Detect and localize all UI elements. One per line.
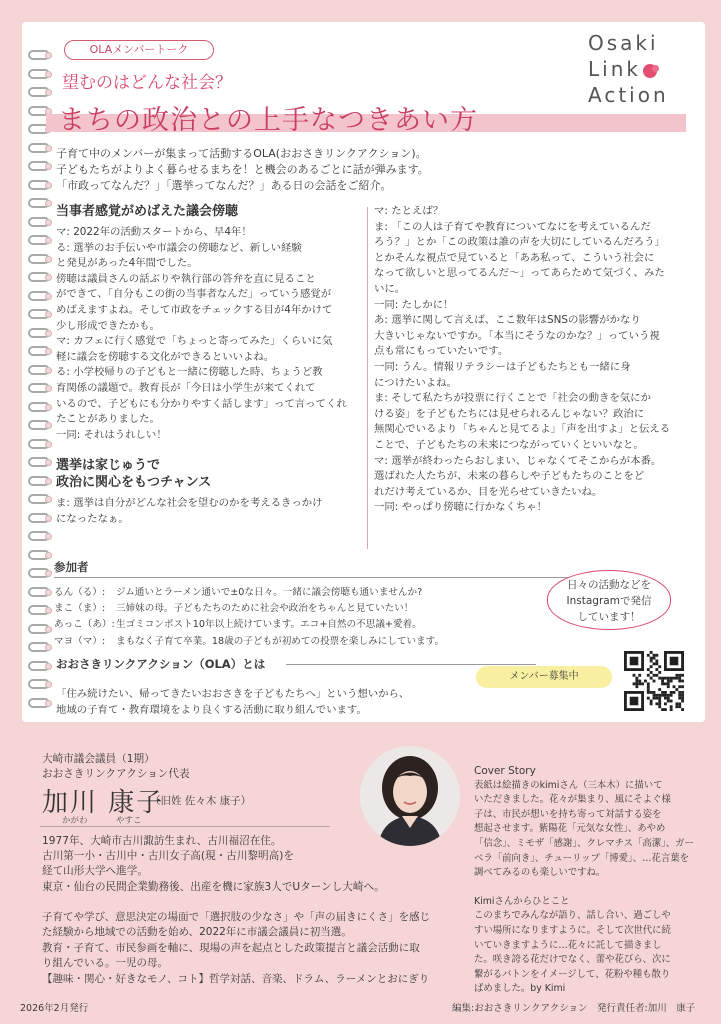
dialogue-line: 無関心でいるより「ちゃんと見てるよ」「声を出すよ」と伝える [374, 423, 671, 436]
instagram-speech-bubble [547, 570, 671, 630]
binding-ring [28, 622, 54, 636]
bubble-line: しています！ [577, 611, 641, 623]
bio-line: 教育・子育て、市民参画を軸に、現場の声を起点とした政策提言と議会活動に取 [42, 941, 420, 954]
dialogue-line: めばえますよね。そして市政をチェックする目が4年かけて [56, 303, 333, 316]
binding-ring [28, 270, 54, 284]
dialogue-line: ことで、子どもたちの未来につながっていくといいなと。 [374, 438, 644, 451]
intro-line: 「市政ってなんだ？」「選挙ってなんだ？」ある日の会話をご紹介。 [56, 179, 392, 192]
history-line: 経て山形大学へ進学。 [42, 865, 148, 878]
history-line: 東京・仙台の民間企業勤務後、出産を機に家族3人でUターンし大崎へ。 [42, 880, 385, 893]
intro-line: 子どもたちがよりよく暮らせるまちを！と機会のあるごとに話が弾みます。 [56, 163, 429, 176]
dialogue-line: なって欲しいと思ってるんだ～」ってあらためて気づく、みた [374, 267, 665, 280]
dialogue-line: る: 小学校帰りの子どもと一緒に傍聴した時、ちょうど教 [56, 366, 323, 379]
section-tag: OLAメンバートーク [64, 40, 214, 60]
dialogue-line: 傍聴は議員さんの話ぶりや執行部の答弁を直に見ること [56, 272, 316, 285]
section-heading: 当事者感覚がめばえた議会傍聴 [56, 204, 239, 219]
dialogue-line: 育関係の議題で。教育長が「今日は小学生が来てくれて [56, 381, 316, 394]
participant-desc: 生ゴミコンポスト10年以上続けています。エコ+自然の不思議+愛着。 [116, 619, 422, 631]
binding-ring [28, 48, 54, 62]
dialogue-line: ける姿」を子どもたちには見せられるんじゃない？政治に [374, 407, 645, 420]
cover-line: 繋がるバトンをイメージして、花粉や種も散り [474, 968, 671, 980]
logo-line-1: Osaki [588, 31, 659, 55]
binding-ring [28, 659, 54, 673]
kimi-heading: Kimiさんからひとこと [474, 895, 570, 907]
dialogue-line: になったなぁ。 [56, 512, 129, 525]
dialogue-line: れだけ考えているか、目を光らせていきたいね。 [374, 485, 603, 498]
dialogue-line: マ: 2022年の活動スタートから、早4年！ [56, 226, 252, 238]
dialogue-line: 選ばれた人たちが、未来の暮らしや子どもたちのことをど [374, 470, 645, 483]
cover-line: 調べてみるのも楽しいですね。 [474, 867, 606, 879]
column-divider [367, 207, 368, 549]
notebook-page [22, 22, 705, 722]
recruit-badge: メンバー募集中 [476, 666, 612, 688]
bubble-line: 日々の活動などを [567, 579, 651, 591]
kana-family: かがわ [62, 816, 88, 826]
binding-ring [28, 196, 54, 210]
participant-item [54, 601, 584, 617]
binding-ring [28, 437, 54, 451]
participant-item [54, 617, 584, 633]
role-line: おおさきリンクアクション代表 [42, 768, 190, 780]
dialogue-line: と発見があった4年間でした。 [56, 257, 198, 270]
cover-line: 表紙は絵描きのkimiさん（三本木）に描いて [474, 779, 663, 791]
participant-item [54, 634, 584, 650]
dialogue-line: ま: 「この人は子育てや教育についてなにを考えているんだ [374, 220, 651, 233]
binding-ring [28, 585, 54, 599]
dialogue-line: ま: そして私たちが投票に行くことで「社会の動きを気にか [374, 392, 651, 405]
cover-line: すい場所になりますように。そして次世代に続 [474, 924, 671, 936]
cover-line: ベラ「前向き」、チューリップ「博愛」、…花言葉を [474, 852, 689, 864]
bubble-line: Instagramで発信 [566, 595, 652, 607]
about-line: 「住み続けたい、帰ってきたいおおさきを子どもたちへ」という想いから、 [56, 688, 410, 700]
bio-line: り組んでいる。一児の母。 [42, 957, 168, 970]
section-heading [56, 457, 356, 491]
binding-ring [28, 381, 54, 395]
binding-ring [28, 511, 54, 525]
cover-line: いただきました。花々が集まり、風にそよぐ様 [474, 794, 671, 806]
dialogue-block [56, 496, 356, 527]
participant-name: まこ（ま）: [54, 603, 106, 615]
cover-line: た。咲き誇る花だけでなく、蕾や花びら、次に [474, 954, 671, 966]
issue-date: 2026年2月発行 [20, 1003, 89, 1014]
bio-name: 加川 康子 [42, 788, 165, 818]
cover-line: 想起させます。紫陽花「元気な女性」、あやめ [474, 823, 666, 835]
bio-old-name: （旧姓 佐々木 康子） [150, 795, 252, 807]
intro-text [56, 146, 656, 194]
binding-ring [28, 548, 54, 562]
portrait-image [360, 746, 460, 846]
heading-line: 政治に関心をもつチャンス [56, 475, 212, 491]
binding-ring [28, 418, 54, 432]
participant-desc: まもなく子育て卒業。18歳の子どもが初めての投票を楽しみにしています。 [116, 635, 445, 647]
dialogue-line: あ: 選挙に関して言えば、ここ数年はSNSの影響がかなり [374, 314, 641, 327]
right-column [374, 204, 684, 516]
bio-line: 子育てや学び、意思決定の場面で「選択肢の少なさ」や「声の届きにくさ」を感じ [42, 911, 431, 923]
about-section [56, 656, 486, 718]
cover-line: このまちでみんなが語り、話し合い、過ごしや [474, 910, 671, 922]
dialogue-line: ろう？」とか「この政策は誰の声を大切にしているんだろう」 [374, 236, 665, 249]
binding-ring [28, 474, 54, 488]
divider [40, 826, 330, 827]
logo-dot-icon [643, 64, 657, 78]
logo-line-3: Action [588, 83, 669, 107]
participants-list [54, 585, 584, 650]
role-line: 大崎市議会議員（1期） [42, 753, 155, 765]
intro-line: 子育て中のメンバーが集まって活動するOLA(おおさきリンクアクション)。 [56, 147, 427, 160]
bio-line: た経験から地域での活動を始め、2022年に市議会議員に初当選。 [42, 926, 352, 939]
page-subtitle: 望むのはどんな社会？ [62, 73, 232, 93]
binding-ring [28, 677, 54, 691]
heading-line: 選挙は家じゅうで [56, 458, 161, 474]
dialogue-line: 一同: それはうれしい！ [56, 428, 167, 441]
profile-photo [360, 746, 460, 846]
binding-ring [28, 67, 54, 81]
bio-history [42, 834, 385, 895]
about-line: 地域の子育て・教育環境をより良くする活動に取り組んでいます。 [56, 704, 367, 716]
binding-ring [28, 363, 54, 377]
bio-role [42, 752, 190, 782]
binding-ring [28, 344, 54, 358]
about-heading: おおさきリンクアクション（OLA）とは [56, 657, 266, 671]
binding-ring [28, 529, 54, 543]
dialogue-line: マ: カフェに行く感覚で「ちょっと寄ってみた」くらいに気 [56, 335, 333, 348]
dialogue-line: 大きいじゃないですか。「本当にそうなのかな？」っていう視 [374, 329, 660, 342]
binding-ring [28, 492, 54, 506]
dialogue-block [56, 225, 356, 443]
cover-story-heading: Cover Story [474, 765, 536, 777]
dialogue-line: 一同: うん。情報リテラシーは子どもたちとも一緒に身 [374, 360, 631, 373]
dialogue-line: 一同: やっぱり傍聴に行かなくちゃ！ [374, 501, 548, 514]
qr-code[interactable] [624, 651, 684, 711]
binding-ring [28, 215, 54, 229]
dialogue-line: につけたいよね。 [374, 376, 457, 389]
participant-name: マヨ（マ）: [54, 635, 106, 647]
participants-heading: 参加者 [54, 560, 89, 574]
binding-ring [28, 233, 54, 247]
dialogue-line: る: 選挙のお手伝いや市議会の傍聴など、新しい経験 [56, 241, 302, 254]
participants-section [54, 559, 584, 650]
ola-logo [588, 30, 688, 108]
dialogue-line: マ: たとえば？ [374, 205, 444, 217]
participant-desc: 三姉妹の母。子どもたちのために社会や政治をちゃんと見ていたい！ [116, 603, 414, 615]
bio-text [42, 910, 462, 987]
dialogue-line: いに。 [374, 282, 406, 295]
bio-line: 【趣味・関心・好きなモノ、コト】哲学対話、音楽、ドラム、ラーメンとおにぎり [42, 972, 430, 985]
binding-ring [28, 326, 54, 340]
cover-line: ばめました。by Kimi [474, 983, 566, 995]
dialogue-line: ま: 選挙は自分がどんな社会を望むのかを考えるきっかけ [56, 497, 323, 510]
left-column [56, 203, 356, 528]
participant-item [54, 585, 584, 601]
logo-line-2: Link [588, 57, 641, 81]
dialogue-line: 少し形成できたかも。 [56, 319, 160, 332]
binding-ring [28, 141, 54, 155]
binding-ring [28, 455, 54, 469]
dialogue-line: マ: 選挙が終わったらおしまい、じゃなくてそこからが本番。 [374, 454, 662, 467]
publisher-info: 編集:おおさきリンクアクション 発行責任者:加川 康子 [452, 1003, 696, 1014]
binding-ring [28, 603, 54, 617]
page-title: まちの政治との上手なつきあい方 [58, 105, 478, 136]
binding-ring [28, 252, 54, 266]
binding-ring [28, 307, 54, 321]
dialogue-line: たことがありました。 [56, 413, 160, 426]
dialogue-line: 軽に議会を傍聴する文化ができるといいよね。 [56, 350, 275, 363]
dialogue-line: ができて、「自分もこの街の当事者なんだ」っていう感覚が [56, 288, 332, 301]
kana-given: やすこ [116, 816, 142, 826]
divider [286, 664, 536, 665]
binding-ring [28, 566, 54, 580]
participant-name: あっこ（あ）: [54, 619, 115, 631]
cover-line: 「信念」、ミモザ「感謝」、クレマチス「高潔」、ガー [474, 837, 694, 849]
cover-line: 子は、市民が想いを持ち寄って対話する姿を [474, 808, 662, 820]
binding-ring [28, 696, 54, 710]
cover-line: いていきますように…花々に託して描きまし [474, 939, 662, 951]
binding-ring [28, 640, 54, 654]
dialogue-line: 点も常にもっていたいです。 [374, 345, 509, 358]
binding-ring [28, 85, 54, 99]
participant-name: るん（る）: [54, 587, 106, 598]
dialogue-line: とかそんな視点で見ていると「ああ私って、こういう社会に [374, 251, 655, 264]
binding-ring [28, 178, 54, 192]
participant-desc: ジム通いとラーメン通いで±0な日々。一緒に議会傍聴も通いませんか? [116, 587, 423, 598]
binding-ring [28, 289, 54, 303]
binding-ring [28, 159, 54, 173]
history-line: 古川第一小・古川中・古川女子高(現・古川黎明高)を [42, 850, 294, 863]
dialogue-line: 一同: たしかに！ [374, 298, 454, 311]
binding-ring [28, 400, 54, 414]
history-line: 1977年、大崎市古川諏訪生まれ、古川福沼在住。 [42, 835, 282, 847]
cover-story [474, 764, 704, 997]
dialogue-line: いるので、子どもにも分かりやすく話します」って言ってくれ [56, 397, 347, 410]
divider [54, 577, 574, 578]
